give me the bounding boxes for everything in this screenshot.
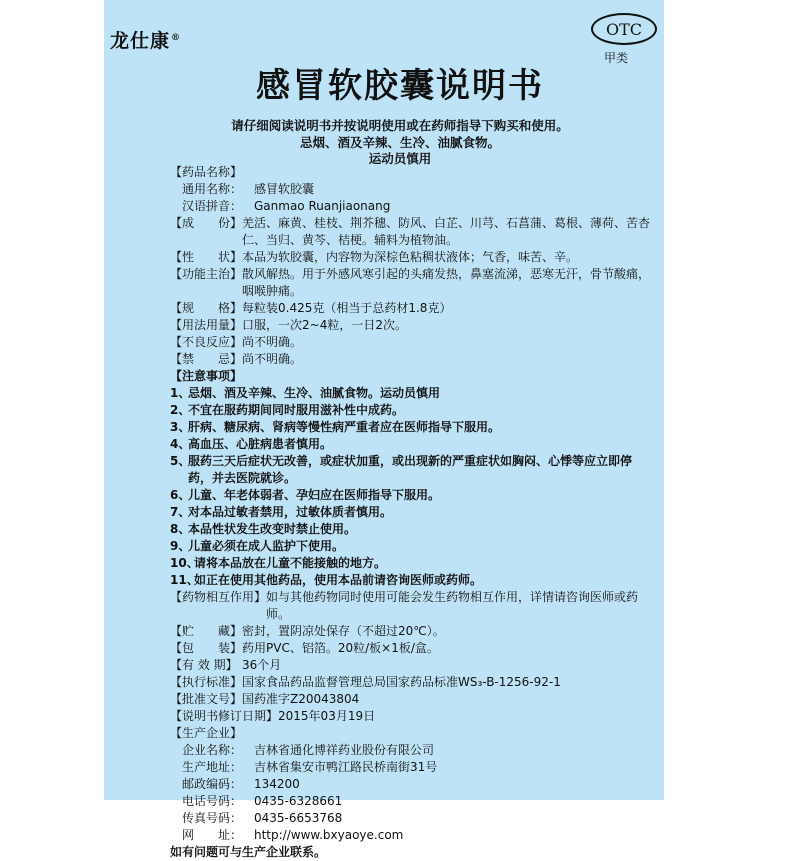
section-specification: 【规 格】 每粒装0.425克（相当于总药材1.8克） <box>170 301 452 315</box>
brand-name: 龙仕康 <box>110 30 171 52</box>
precaution-item: 9、 儿童必须在成人监护下使用。 <box>170 539 345 553</box>
section-dosage: 【用法用量】 口服，一次2~4粒，一日2次。 <box>170 318 407 332</box>
precaution-item: 4、 高血压、心脏病患者慎用。 <box>170 437 333 451</box>
notice-line-1: 请仔细阅读说明书并按说明使用或在药师指导下购买和使用。 <box>231 118 569 133</box>
section-ingredients: 【成 份】 羌活、麻黄、桂枝、荆芥穗、防风、白芷、川芎、石菖蒲、葛根、薄荷、苦杏仁、当归、黄芩、桔梗。辅料为植物油。 <box>170 216 651 247</box>
manufacturer-row: 网 址： http://www.bxyaoye.com <box>182 828 404 842</box>
common-name-row: 通用名称： 感冒软胶囊 <box>182 182 315 196</box>
pinyin-row: 汉语拼音： Ganmao Ruanjiaonang <box>182 199 391 213</box>
drug-name-header: 【药品名称】 <box>170 165 243 179</box>
otc-class: 甲类 <box>604 51 629 65</box>
precautions-section <box>170 368 650 589</box>
notice-line-3: 运动员慎用 <box>368 151 432 166</box>
precautions-header: 【注意事项】 <box>170 369 243 383</box>
notice-line-2: 忌烟、酒及辛辣、生冷、油腻食物。 <box>299 135 500 150</box>
manufacturer-row: 电话号码： 0435-6328661 <box>182 794 343 808</box>
manufacturer-row: 生产地址： 吉林省集安市鸭江路民桥南街31号 <box>182 760 438 774</box>
document-title: 感冒软胶囊说明书 <box>256 66 544 106</box>
section-revision-date: 【说明书修订日期】 2015年03月19日 <box>170 709 376 723</box>
section-contraindications: 【禁 忌】 尚不明确。 <box>170 352 303 366</box>
manufacturer-header: 【生产企业】 <box>170 726 243 740</box>
section-drug-interactions: 【药物相互作用】 如与其他药物同时使用可能会发生药物相互作用，详情请咨询医师或药师。 <box>170 590 639 621</box>
otc-badge <box>591 13 657 45</box>
brand-logo <box>110 26 181 53</box>
precaution-item: 3、 肝病、糖尿病、肾病等慢性病严重者应在医师指导下服用。 <box>170 420 501 434</box>
precaution-item: 11、 如正在使用其他药品，使用本品前请咨询医师或药师。 <box>170 573 483 587</box>
manufacturer-row: 传真号码： 0435-6653768 <box>182 811 343 825</box>
precaution-item: 2、 不宜在服药期间同时服用滋补性中成药。 <box>170 403 405 417</box>
precaution-item: 1、 忌烟、酒及辛辣、生冷、油腻食物。运动员慎用 <box>170 386 441 400</box>
section-shelf-life: 【有 效 期】 36个月 <box>170 658 282 672</box>
insert-body <box>170 156 650 861</box>
precaution-item: 7、 对本品过敏者禁用，过敏体质者慎用。 <box>170 505 393 519</box>
section-standard: 【执行标准】 国家食品药品监督管理总局国家药品标准WS₃-B-1256-92-1 <box>170 675 561 689</box>
registered-mark: ® <box>171 32 182 43</box>
precaution-item: 5、 服药三天后症状无改善，或症状加重，或出现新的严重症状如胸闷、心悸等应立即停药，并去医院就诊。 <box>170 454 633 485</box>
manufacturer-row: 邮政编码： 134200 <box>182 777 300 791</box>
section-description: 【性 状】 本品为软胶囊，内容物为深棕色粘稠状液体；气香，味苦、辛。 <box>170 250 579 264</box>
section-adverse-reactions: 【不良反应】 尚不明确。 <box>170 335 303 349</box>
section-approval-number: 【批准文号】 国药准字Z20043804 <box>170 692 360 706</box>
precaution-item: 10、 请将本品放在儿童不能接触的地方。 <box>170 556 387 570</box>
precaution-item: 6、 儿童、年老体弱者、孕妇应在医师指导下服用。 <box>170 488 441 502</box>
otc-badge-text: OTC <box>605 19 643 39</box>
precaution-item: 8、 本品性状发生改变时禁止使用。 <box>170 522 357 536</box>
section-packaging: 【包 装】 药用PVC、铝箔。20粒/板×1板/盒。 <box>170 641 439 655</box>
contact-note: 如有问题可与生产企业联系。 <box>170 845 327 859</box>
section-storage: 【贮 藏】 密封，置阴凉处保存（不超过20℃）。 <box>170 624 445 638</box>
section-indications: 【功能主治】 散风解热。用于外感风寒引起的头痛发热，鼻塞流涕，恶寒无汗，骨节酸痛，咽喉肿痛。 <box>170 267 651 298</box>
manufacturer-row: 企业名称： 吉林省通化博祥药业股份有限公司 <box>182 743 435 757</box>
